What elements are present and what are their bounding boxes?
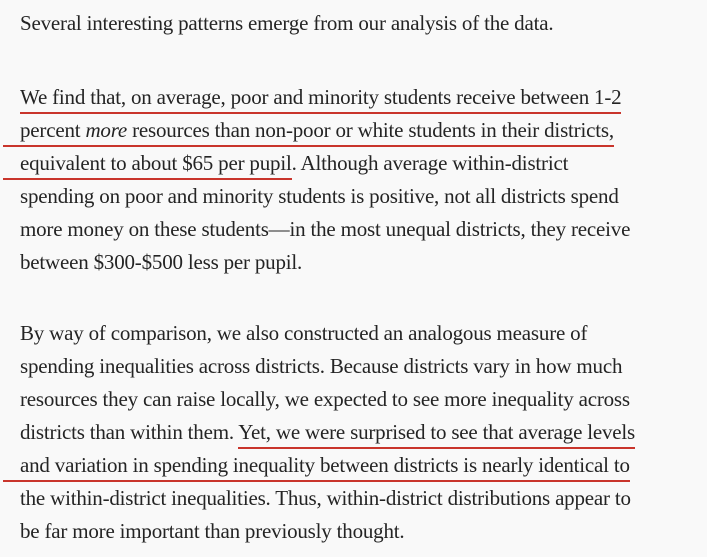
- text-segment: between $300-$500 less per pupil.: [20, 250, 303, 274]
- text-line: [20, 180, 707, 213]
- paragraph: [20, 7, 707, 40]
- text-segment: districts than within them.: [20, 420, 239, 444]
- text-line: [20, 114, 707, 147]
- text-segment: resources they can raise locally, we expected to see more inequality across: [20, 387, 630, 411]
- text-segment: Several interesting patterns emerge from our analysis of the data.: [20, 11, 554, 35]
- red-underlined-text: We find that, on average, poor and minority students receive between 1-2: [20, 85, 621, 114]
- text-line: [20, 515, 707, 548]
- red-underlined-text: equivalent to about $65 per pupil: [3, 151, 292, 180]
- red-underlined-text: resources than non-poor or white students in their districts,: [127, 118, 614, 147]
- text-line: [20, 449, 707, 482]
- text-segment: By way of comparison, we also constructed an analogous measure of: [20, 321, 588, 345]
- text-line: [20, 246, 707, 279]
- red-underlined-text: percent: [3, 118, 85, 147]
- text-line: [20, 350, 707, 383]
- text-segment: be far more important than previously thought.: [20, 519, 405, 543]
- text-line: [20, 7, 707, 40]
- text-segment: the within-district inequalities. Thus, within-district distributions appear to: [20, 486, 631, 510]
- paragraph: [20, 81, 707, 279]
- text-line: [20, 317, 707, 350]
- text-line: [20, 213, 707, 246]
- red-underlined-text: more: [85, 118, 127, 147]
- text-line: [20, 147, 707, 180]
- text-line: [20, 416, 707, 449]
- text-line: [20, 383, 707, 416]
- text-segment: . Although average within-district: [291, 151, 569, 175]
- text-segment: spending inequalities across districts. Because districts vary in how much: [20, 354, 623, 378]
- text-segment: spending on poor and minority students is positive, not all districts spend: [20, 184, 619, 208]
- red-underlined-text: Yet, we were surprised to see that average levels: [238, 420, 635, 449]
- red-underlined-text: and variation in spending inequality between districts is nearly identical to: [3, 453, 630, 482]
- text-line: [20, 482, 707, 515]
- text-line: [20, 81, 707, 114]
- text-segment: more money on these students—in the most unequal districts, they receive: [20, 217, 631, 241]
- paragraph: [20, 317, 707, 548]
